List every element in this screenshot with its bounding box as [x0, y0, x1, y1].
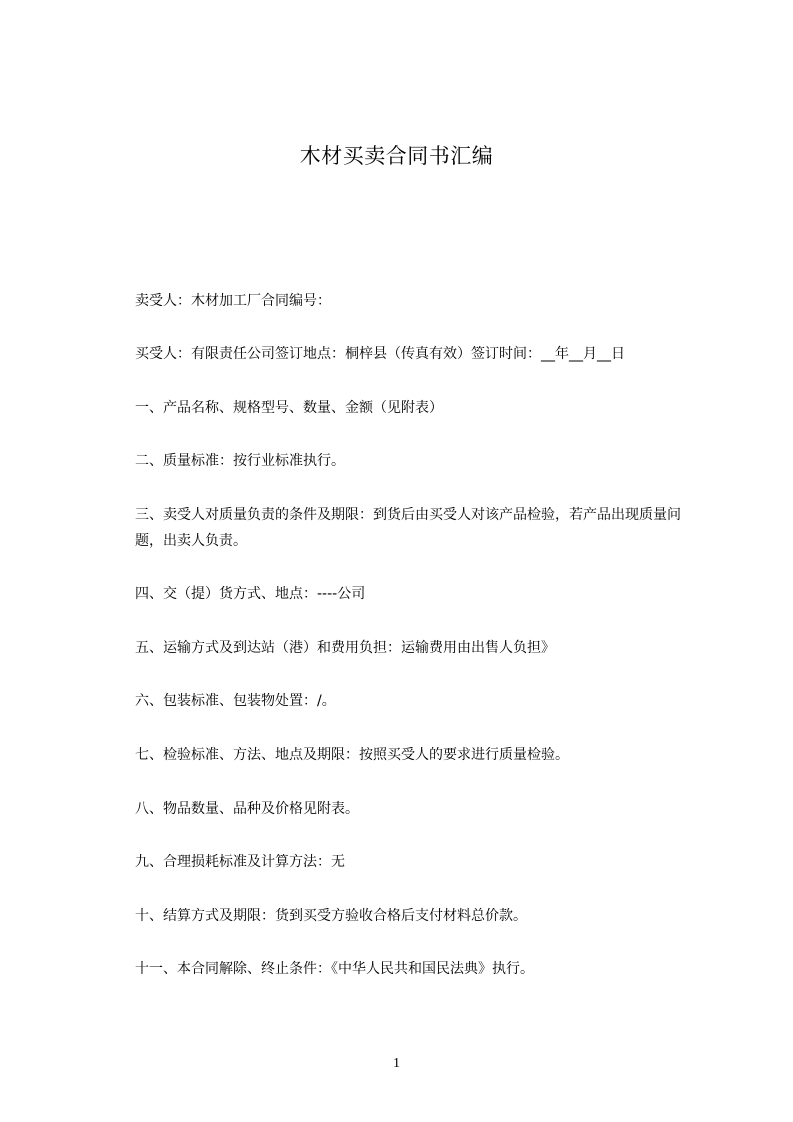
- page-number: 1: [393, 1056, 400, 1071]
- document-title: 木材买卖合同书汇编: [299, 144, 494, 168]
- paragraph-clause-6: 六、包装标准、包装物处置：/。: [135, 693, 336, 709]
- paragraph-clause-5: 五、运输方式及到达站（港）和费用负担：运输费用由出售人负担》: [135, 640, 555, 656]
- paragraph-seller: 卖受人：木材加工厂合同编号：: [135, 293, 331, 309]
- paragraph-clause-9: 九、合理损耗标准及计算方法：无: [135, 854, 345, 870]
- paragraph-clause-3: 三、卖受人对质量负责的条件及期限：到货后由买受人对该产品检验，若产品出现质量问题，出卖人负责。: [135, 507, 681, 549]
- paragraph-buyer: 买受人：有限责任公司签订地点：桐梓县（传真有效）签订时间：__年__月__日: [135, 346, 625, 362]
- paragraph-clause-8: 八、物品数量、品种及价格见附表。: [135, 801, 359, 817]
- paragraph-clause-10: 十、结算方式及期限：货到买受方验收合格后支付材料总价款。: [135, 908, 527, 924]
- paragraph-clause-11: 十一、本合同解除、终止条件：《中华人民共和国民法典》执行。: [135, 961, 534, 977]
- paragraph-clause-7: 七、检验标准、方法、地点及期限：按照买受人的要求进行质量检验。: [135, 747, 569, 763]
- paragraph-clause-4: 四、交（提）货方式、地点：----公司: [135, 586, 366, 602]
- paragraph-clause-1: 一、产品名称、规格型号、数量、金额（见附表）: [135, 400, 443, 416]
- paragraph-clause-2: 二、质量标准：按行业标准执行。: [135, 453, 345, 469]
